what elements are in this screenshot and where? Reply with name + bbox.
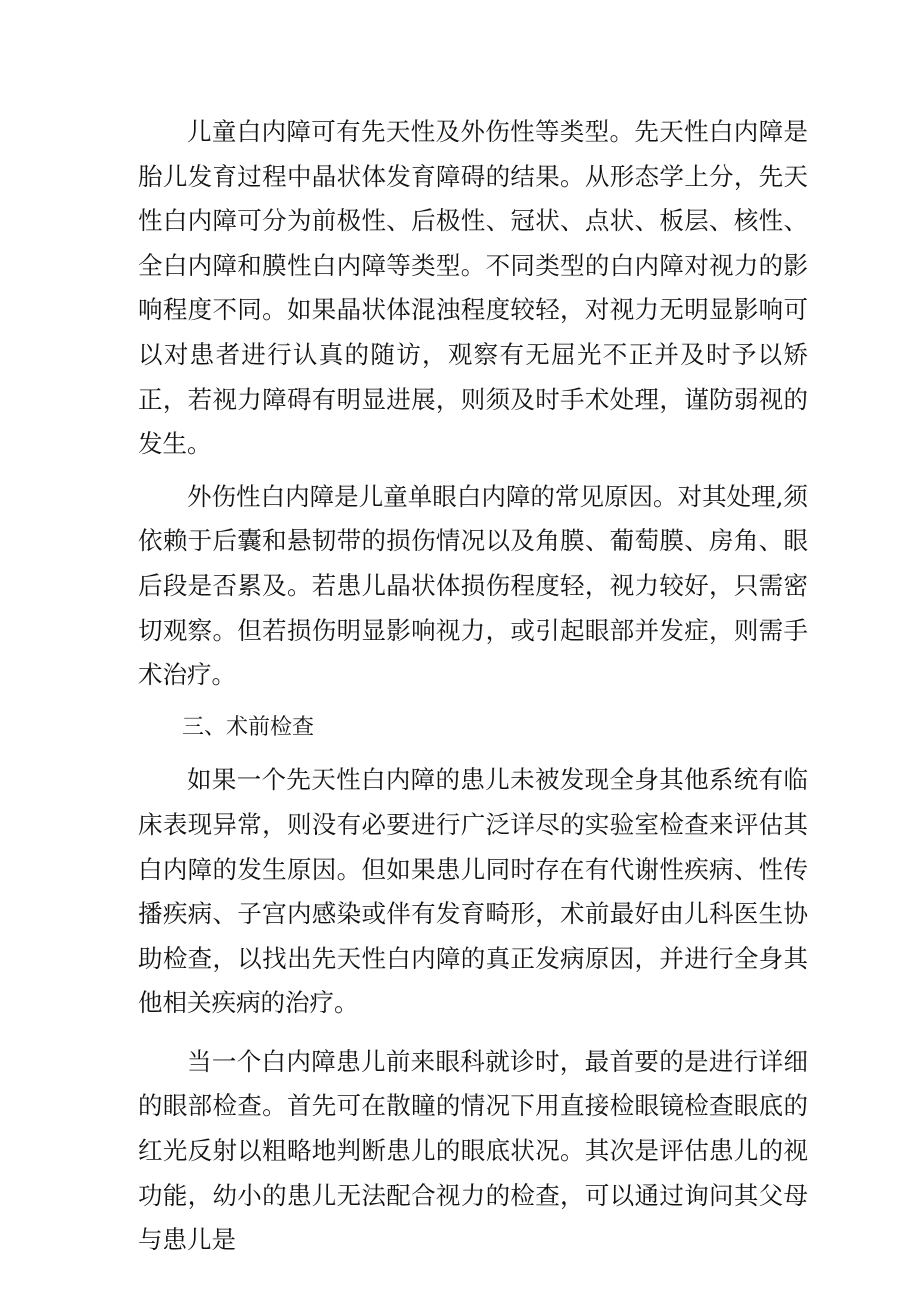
document-body <box>138 110 808 1263</box>
paragraph-traumatic-cataract: 外伤性白内障是儿童单眼白内障的常见原因。对其处理,须依赖于后囊和悬韧带的损伤情况以及角膜、葡萄膜、房角、眼后段是否累及。若患儿晶状体损伤程度轻，视力较好，只需密切观察。但若损伤明显影响视力，或引起眼部并发症，则需手术治疗。 <box>138 481 808 690</box>
section-heading-preoperative-exam: 三、术前检查 <box>182 714 315 740</box>
paragraph-lab-evaluation: 如果一个先天性白内障的患儿未被发现全身其他系统有临床表现异常，则没有必要进行广泛详尽的实验室检查来评估其白内障的发生原因。但如果患儿同时存在有代谢性疾病、性传播疾病、子宫内感染或伴有发育畸形，术前最好由儿科医生协助检查，以找出先天性白内障的真正发病原因，并进行全身其他相关疾病的治疗。 <box>138 765 808 1018</box>
paragraph-congenital-cataract: 儿童白内障可有先天性及外伤性等类型。先天性白内障是胎儿发育过程中晶状体发育障碍的结果。从形态学上分，先天性白内障可分为前极性、后极性、冠状、点状、板层、核性、全白内障和膜性白内障等类型。不同类型的白内障对视力的影响程度不同。如果晶状体混浊程度较轻，对视力无明显影响可以对患者进行认真的随访，观察有无屈光不正并及时予以矫正，若视力障碍有明显进展，则须及时手术处理，谨防弱视的发生。 <box>138 117 808 459</box>
paragraph-eye-examination: 当一个白内障患儿前来眼科就诊时，最首要的是进行详细的眼部检查。首先可在散瞳的情况下用直接检眼镜检查眼底的红光反射以粗略地判断患儿的眼底状况。其次是评估患儿的视功能，幼小的患儿无法配合视力的检查，可以通过询问其父母与患儿是 <box>138 1046 808 1255</box>
